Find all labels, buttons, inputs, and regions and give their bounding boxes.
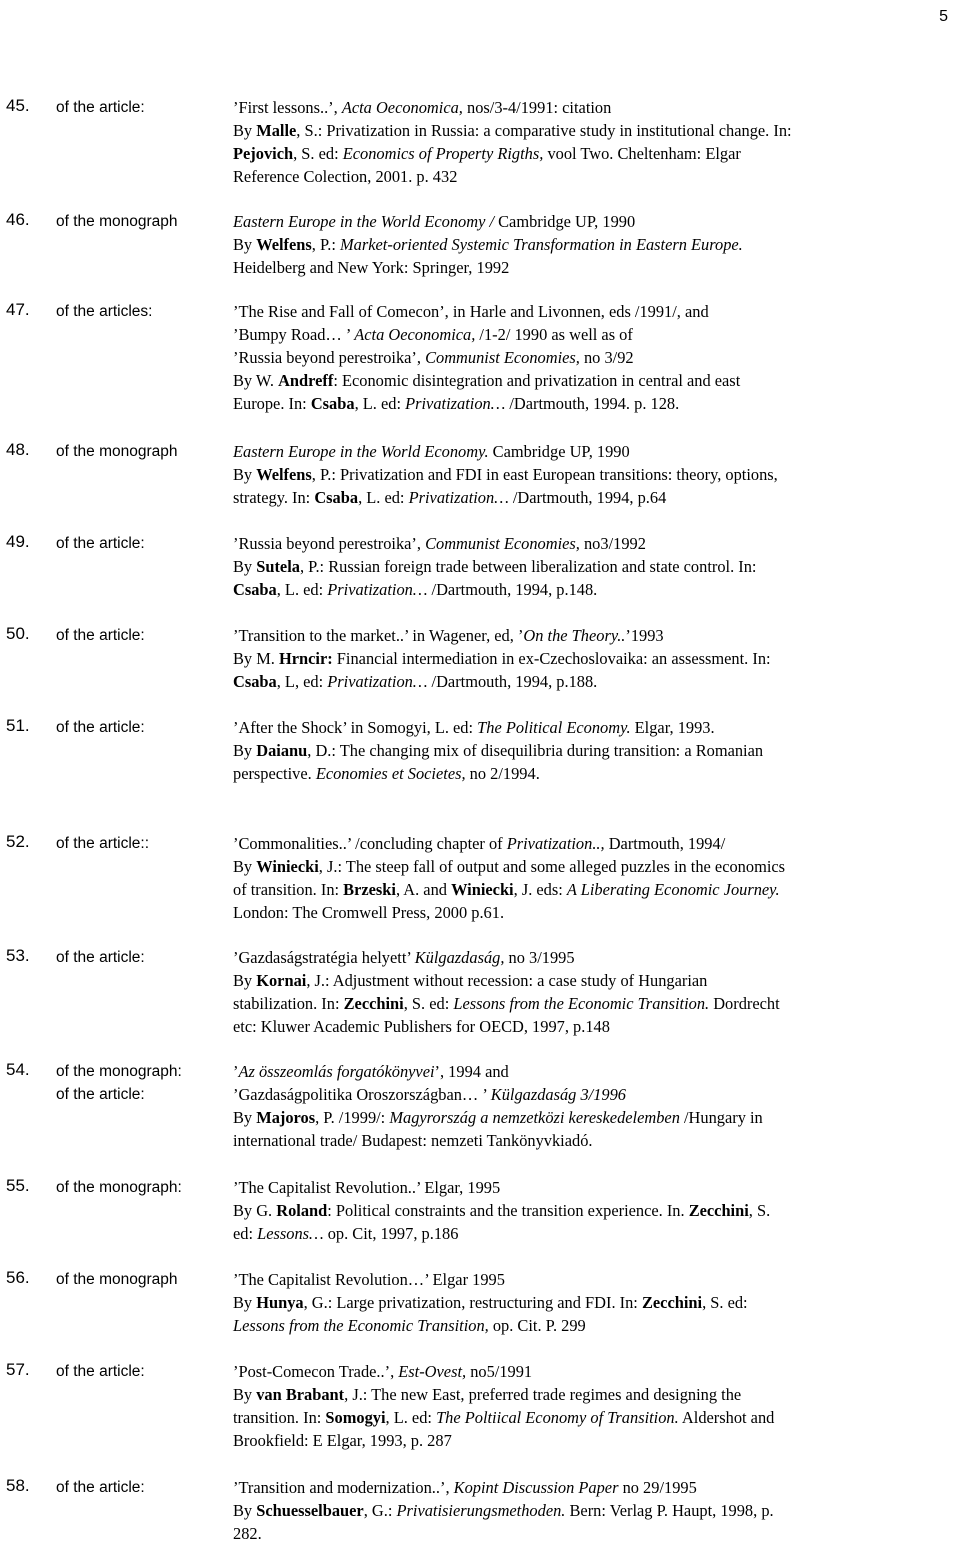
title-text: A Liberating Economic Journey. bbox=[566, 880, 780, 899]
citation-text: ’, 1994 and bbox=[434, 1062, 509, 1081]
citation-line bbox=[233, 256, 923, 279]
entry-type-label: of the article: bbox=[56, 1086, 145, 1103]
title-text: Acta Oeconomica, bbox=[354, 325, 476, 344]
citation-text: 282. bbox=[233, 1524, 262, 1543]
title-text: Lessons from the Economic Transition. bbox=[453, 994, 710, 1013]
citation-text: no5/1991 bbox=[466, 1362, 533, 1381]
citation-text: , S. ed: bbox=[702, 1293, 748, 1312]
entry-type-label: of the article: bbox=[56, 535, 145, 552]
title-text: Acta Oeconomica, bbox=[341, 98, 463, 117]
author-name: Schuesselbauer bbox=[256, 1501, 364, 1520]
citation-text: , L. ed: bbox=[385, 1408, 437, 1427]
citation-line bbox=[233, 739, 923, 762]
author-name: Malle bbox=[256, 121, 297, 140]
author-name: Sutela bbox=[256, 557, 300, 576]
citation-text: /Dartmouth, 1994, p.64 bbox=[508, 488, 667, 507]
citation-text: By bbox=[233, 1108, 257, 1127]
author-name: Hrncir: bbox=[279, 649, 333, 668]
citation-text: , S. bbox=[748, 1201, 771, 1220]
citation-line bbox=[233, 716, 923, 739]
entry-type-label: of the articles: bbox=[56, 303, 153, 320]
citation-line bbox=[233, 463, 923, 486]
citation-line bbox=[233, 440, 923, 463]
title-text: Privatization… bbox=[405, 394, 506, 413]
entry-number: 48. bbox=[6, 440, 30, 459]
title-text: Kopint Discussion Paper bbox=[453, 1478, 619, 1497]
entry-type-label: of the article: bbox=[56, 1363, 145, 1380]
entry-number: 45. bbox=[6, 96, 30, 115]
citation-text: : Economic disintegration and privatization in central and east bbox=[333, 371, 741, 390]
citation-text: By bbox=[233, 1501, 257, 1520]
entry-number: 50. bbox=[6, 624, 30, 643]
citation-line bbox=[233, 1429, 923, 1452]
title-text: Magyrország a nemzetközi kereskedelemben bbox=[389, 1108, 680, 1127]
citation-line bbox=[233, 346, 923, 369]
author-name: Csaba bbox=[310, 394, 355, 413]
citation-text: By G. bbox=[233, 1201, 277, 1220]
citation-text: By bbox=[233, 557, 257, 576]
citation-line bbox=[233, 1383, 923, 1406]
citation-line bbox=[233, 323, 923, 346]
citation-line bbox=[233, 624, 923, 647]
citation-text: , P.: Russian foreign trade between liberalization and state control. In: bbox=[299, 557, 757, 576]
citation-text: ’Transition to the market..’ in Wagener, ed, ’ bbox=[233, 626, 524, 645]
title-text: Privatisierungsmethoden. bbox=[396, 1501, 566, 1520]
citation-text: Cambridge UP, 1990 bbox=[488, 442, 630, 461]
citation-text: Elgar, 1993. bbox=[630, 718, 715, 737]
title-text: Privatization.., bbox=[506, 834, 605, 853]
citation-line bbox=[233, 1222, 923, 1245]
citation-text: no 29/1995 bbox=[618, 1478, 697, 1497]
citation-line bbox=[233, 1106, 923, 1129]
title-text: Lessons… bbox=[257, 1224, 324, 1243]
citation-text: ’First lessons..’, bbox=[233, 98, 342, 117]
author-name: Csaba bbox=[233, 672, 277, 691]
title-text: Az összeomlás forgatókönyvei bbox=[238, 1062, 435, 1081]
citation-text: , P.: Privatization and FDI in east European transitions: theory, options, bbox=[311, 465, 778, 484]
title-text: Communist Economies, bbox=[425, 348, 580, 367]
entry-type-label: of the monograph bbox=[56, 213, 178, 230]
citation-line bbox=[233, 1314, 923, 1337]
entry-number: 53. bbox=[6, 946, 30, 965]
citation-text: of transition. In: bbox=[233, 880, 344, 899]
citation-text: /Dartmouth, 1994. p. 128. bbox=[505, 394, 680, 413]
citation-text: Dartmouth, 1994/ bbox=[604, 834, 726, 853]
author-name: Somogyi bbox=[325, 1408, 386, 1427]
citation-line bbox=[233, 855, 923, 878]
citation-line bbox=[233, 369, 923, 392]
citation-line bbox=[233, 878, 923, 901]
citation-text: perspective. bbox=[233, 764, 316, 783]
entry-citation bbox=[233, 532, 923, 601]
citation-text: , L. ed: bbox=[354, 394, 406, 413]
entry-type-label: of the monograph: bbox=[56, 1179, 182, 1196]
citation-text: , A. and bbox=[395, 880, 452, 899]
citation-text: ’Gazdaságstratégia helyett’ bbox=[233, 948, 415, 967]
author-name: Zecchini bbox=[688, 1201, 749, 1220]
citation-text: Bern: Verlag P. Haupt, 1998, p. bbox=[565, 1501, 774, 1520]
citation-line bbox=[233, 165, 923, 188]
citation-text: , J.: Adjustment without recession: a case study of Hungarian bbox=[306, 971, 708, 990]
citation-text: ’The Rise and Fall of Comecon’, in Harle and Livonnen, eds /1991/, and bbox=[233, 302, 709, 321]
citation-line bbox=[233, 1015, 923, 1038]
citation-line bbox=[233, 1129, 923, 1152]
citation-text: etc: Kluwer Academic Publishers for OECD, 1997, p.148 bbox=[233, 1017, 610, 1036]
citation-text: op. Cit, 1997, p.186 bbox=[323, 1224, 459, 1243]
citation-line bbox=[233, 1176, 923, 1199]
citation-line bbox=[233, 992, 923, 1015]
citation-text: stabilization. In: bbox=[233, 994, 344, 1013]
entry-citation bbox=[233, 210, 923, 279]
entry-citation bbox=[233, 1268, 923, 1337]
title-text: Economies et Societes, bbox=[315, 764, 466, 783]
citation-line bbox=[233, 1360, 923, 1383]
citation-text: no 3/1995 bbox=[504, 948, 575, 967]
citation-text: op. Cit. P. 299 bbox=[488, 1316, 586, 1335]
entry-number: 51. bbox=[6, 716, 30, 735]
citation-line bbox=[233, 300, 923, 323]
citation-text: : Political constraints and the transition experience. In. bbox=[327, 1201, 689, 1220]
entry-number: 57. bbox=[6, 1360, 30, 1379]
entry-number: 55. bbox=[6, 1176, 30, 1195]
citation-text: no 2/1994. bbox=[465, 764, 540, 783]
citation-text: ’Russia beyond perestroika’, bbox=[233, 348, 426, 367]
title-text: Est-Ovest, bbox=[398, 1362, 467, 1381]
entry-number: 56. bbox=[6, 1268, 30, 1287]
citation-text: transition. In: bbox=[233, 1408, 326, 1427]
entry-type-label: of the article: bbox=[56, 99, 145, 116]
entry-citation bbox=[233, 1360, 923, 1452]
citation-text: , J.: The new East, preferred trade regimes and designing the bbox=[344, 1385, 742, 1404]
entry-citation bbox=[233, 1476, 923, 1545]
citation-text: Aldershot and bbox=[678, 1408, 775, 1427]
author-name: Brzeski bbox=[343, 880, 396, 899]
citation-text: , G.: bbox=[363, 1501, 397, 1520]
entry-citation bbox=[233, 96, 923, 188]
entry-type-label: of the article:: bbox=[56, 835, 150, 852]
author-name: Kornai bbox=[256, 971, 307, 990]
entry-type-label: of the article: bbox=[56, 627, 145, 644]
citation-line bbox=[233, 486, 923, 509]
citation-line bbox=[233, 1406, 923, 1429]
citation-text: strategy. In: bbox=[233, 488, 315, 507]
author-name: Winiecki bbox=[451, 880, 514, 899]
citation-text: By bbox=[233, 857, 257, 876]
citation-line bbox=[233, 832, 923, 855]
author-name: Andreff bbox=[278, 371, 334, 390]
citation-line bbox=[233, 142, 923, 165]
citation-text: no 3/92 bbox=[579, 348, 634, 367]
citation-line bbox=[233, 119, 923, 142]
citation-line bbox=[233, 532, 923, 555]
citation-text: /Dartmouth, 1994, p.188. bbox=[427, 672, 598, 691]
citation-text: ’Russia beyond perestroika’, bbox=[233, 534, 426, 553]
author-name: Csaba bbox=[233, 580, 277, 599]
citation-text: , S. ed: bbox=[293, 144, 343, 163]
citation-line bbox=[233, 1268, 923, 1291]
citation-text: no3/1992 bbox=[579, 534, 646, 553]
title-text: Lessons from the Economic Transition, bbox=[233, 1316, 489, 1335]
title-text: The Political Economy. bbox=[477, 718, 631, 737]
citation-text: ’The Capitalist Revolution..’ Elgar, 1995 bbox=[233, 1178, 501, 1197]
citation-text: /1-2/ 1990 as well as of bbox=[475, 325, 633, 344]
citation-line bbox=[233, 1499, 923, 1522]
citation-text: By bbox=[233, 235, 257, 254]
citation-text: ed: bbox=[233, 1224, 258, 1243]
author-name: Roland bbox=[276, 1201, 328, 1220]
entry-number: 54. bbox=[6, 1060, 30, 1079]
citation-text: Financial intermediation in ex-Czechoslovaika: an assessment. In: bbox=[332, 649, 771, 668]
citation-text: ’Transition and modernization..’, bbox=[233, 1478, 454, 1497]
citation-line bbox=[233, 1083, 923, 1106]
citation-line bbox=[233, 670, 923, 693]
title-text: The Poltiical Economy of Transition. bbox=[436, 1408, 679, 1427]
citation-text: , G.: Large privatization, restructuring and FDI. In: bbox=[303, 1293, 642, 1312]
entry-citation bbox=[233, 440, 923, 509]
citation-text: ’After the Shock’ in Somogyi, L. ed: bbox=[233, 718, 478, 737]
author-name: Csaba bbox=[314, 488, 359, 507]
citation-text: , S. ed: bbox=[403, 994, 454, 1013]
title-text: Economics of Property Rigths, bbox=[342, 144, 544, 163]
citation-line bbox=[233, 762, 923, 785]
citation-line bbox=[233, 1060, 923, 1083]
citation-text: By M. bbox=[233, 649, 279, 668]
citation-line bbox=[233, 901, 923, 924]
citation-line bbox=[233, 969, 923, 992]
entry-number: 52. bbox=[6, 832, 30, 851]
entry-citation bbox=[233, 946, 923, 1038]
entry-citation bbox=[233, 300, 923, 415]
citation-text: By bbox=[233, 1293, 257, 1312]
page-number: 5 bbox=[939, 8, 948, 25]
title-text: Privatization… bbox=[327, 672, 428, 691]
citation-text: ’Post-Comecon Trade..’, bbox=[233, 1362, 399, 1381]
citation-text: vool Two. Cheltenham: Elgar bbox=[543, 144, 741, 163]
citation-line bbox=[233, 1522, 923, 1545]
citation-text: Heidelberg and New York: Springer, 1992 bbox=[233, 258, 510, 277]
citation-line bbox=[233, 946, 923, 969]
entry-type-label: of the monograph bbox=[56, 1271, 178, 1288]
citation-line bbox=[233, 578, 923, 601]
title-text: Privatization… bbox=[327, 580, 428, 599]
citation-text: /Dartmouth, 1994, p.148. bbox=[427, 580, 598, 599]
citation-line bbox=[233, 1199, 923, 1222]
author-name: Daianu bbox=[256, 741, 308, 760]
citation-line bbox=[233, 1291, 923, 1314]
title-text: Market-oriented Systemic Transformation in Eastern Europe. bbox=[340, 235, 743, 254]
author-name: Pejovich bbox=[233, 144, 294, 163]
entry-number: 47. bbox=[6, 300, 30, 319]
citation-text: nos/3-4/1991: citation bbox=[462, 98, 612, 117]
entry-type-label: of the monograph: bbox=[56, 1063, 182, 1080]
entry-type-label: of the article: bbox=[56, 949, 145, 966]
entry-type-label: of the article: bbox=[56, 719, 145, 736]
citation-text: By bbox=[233, 121, 257, 140]
citation-text: , P. /1999/: bbox=[315, 1108, 390, 1127]
citation-text: ’Commonalities..’ /concluding chapter of bbox=[233, 834, 507, 853]
citation-text: , J.: The steep fall of output and some alleged puzzles in the economics bbox=[318, 857, 786, 876]
author-name: van Brabant bbox=[256, 1385, 345, 1404]
citation-line bbox=[233, 96, 923, 119]
citation-line bbox=[233, 647, 923, 670]
entry-type-label: of the article: bbox=[56, 1479, 145, 1496]
citation-text: By bbox=[233, 741, 257, 760]
citation-text: London: The Cromwell Press, 2000 p.61. bbox=[233, 903, 505, 922]
citation-text: ’The Capitalist Revolution…’ Elgar 1995 bbox=[233, 1270, 505, 1289]
title-text: Privatization… bbox=[408, 488, 509, 507]
author-name: Welfens bbox=[256, 465, 312, 484]
citation-text: Brookfield: E Elgar, 1993, p. 287 bbox=[233, 1431, 452, 1450]
entry-number: 49. bbox=[6, 532, 30, 551]
citation-text: , S.: Privatization in Russia: a comparative study in institutional change. In: bbox=[296, 121, 792, 140]
title-text: Eastern Europe in the World Economy / bbox=[233, 212, 495, 231]
entry-citation bbox=[233, 1060, 923, 1152]
citation-text: ’1993 bbox=[625, 626, 664, 645]
citation-text: Dordrecht bbox=[709, 994, 780, 1013]
citation-text: , J. eds: bbox=[513, 880, 567, 899]
citation-text: By bbox=[233, 1385, 257, 1404]
citation-text: , L, ed: bbox=[276, 672, 328, 691]
citation-text: , D.: The changing mix of disequilibria during transition: a Romanian bbox=[307, 741, 764, 760]
citation-text: /Hungary in bbox=[679, 1108, 763, 1127]
entry-citation bbox=[233, 624, 923, 693]
citation-text: Reference Colection, 2001. p. 432 bbox=[233, 167, 458, 186]
entry-citation bbox=[233, 716, 923, 785]
citation-text: ’Bumpy Road… ’ bbox=[233, 325, 355, 344]
citation-text: , L. ed: bbox=[358, 488, 409, 507]
entry-number: 46. bbox=[6, 210, 30, 229]
title-text: Communist Economies, bbox=[425, 534, 580, 553]
citation-text: international trade/ Budapest: nemzeti Tankönyvkiadó. bbox=[233, 1131, 593, 1150]
title-text: Eastern Europe in the World Economy. bbox=[233, 442, 489, 461]
citation-line bbox=[233, 210, 923, 233]
author-name: Winiecki bbox=[256, 857, 319, 876]
author-name: Majoros bbox=[256, 1108, 316, 1127]
author-name: Hunya bbox=[256, 1293, 304, 1312]
citation-text: ’ bbox=[233, 1062, 239, 1081]
citation-line bbox=[233, 233, 923, 256]
author-name: Zecchini bbox=[343, 994, 404, 1013]
citation-text: , L. ed: bbox=[276, 580, 328, 599]
entry-number: 58. bbox=[6, 1476, 30, 1495]
author-name: Welfens bbox=[256, 235, 312, 254]
entry-citation bbox=[233, 1176, 923, 1245]
entry-citation bbox=[233, 832, 923, 924]
title-text: Külgazdaság, bbox=[414, 948, 505, 967]
citation-line bbox=[233, 555, 923, 578]
citation-text: By W. bbox=[233, 371, 279, 390]
citation-line bbox=[233, 1476, 923, 1499]
citation-text: By bbox=[233, 465, 257, 484]
citation-text: , P.: bbox=[311, 235, 341, 254]
citation-text: By bbox=[233, 971, 257, 990]
title-text: Külgazdaság 3/1996 bbox=[490, 1085, 627, 1104]
citation-text: ’Gazdaságpolitika Oroszországban… ’ bbox=[233, 1085, 491, 1104]
entry-type-label: of the monograph bbox=[56, 443, 178, 460]
citation-text: Europe. In: bbox=[233, 394, 311, 413]
author-name: Zecchini bbox=[641, 1293, 703, 1312]
citation-text: Cambridge UP, 1990 bbox=[494, 212, 636, 231]
citation-line bbox=[233, 392, 923, 415]
title-text: On the Theory.. bbox=[523, 626, 626, 645]
